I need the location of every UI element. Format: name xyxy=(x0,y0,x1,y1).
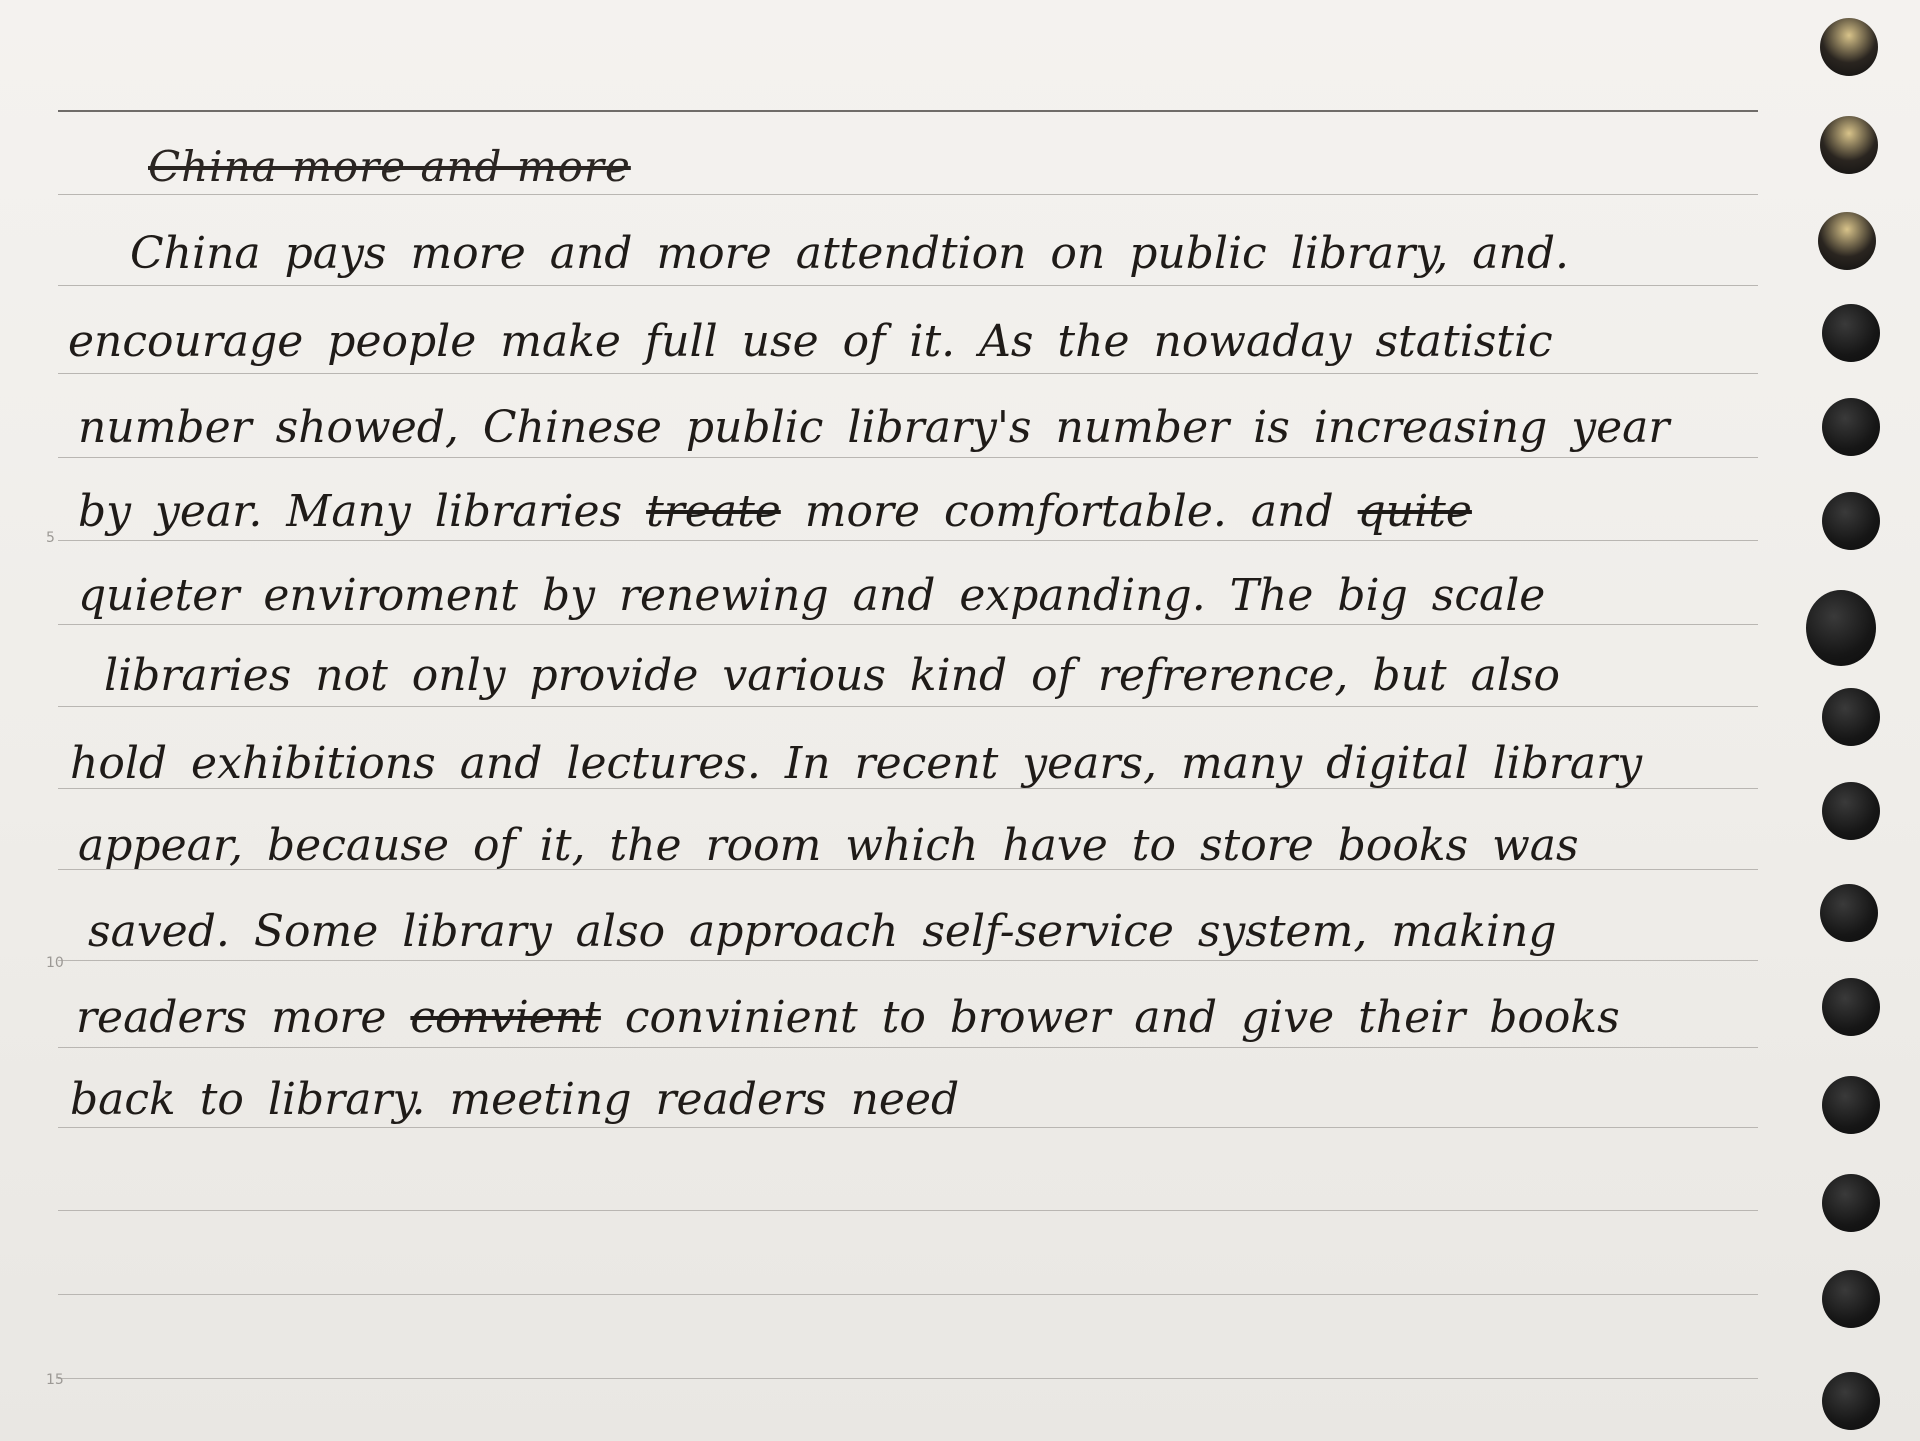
binding-hole xyxy=(1820,116,1878,174)
binding-hole xyxy=(1822,1270,1880,1328)
binding-hole xyxy=(1822,1372,1880,1430)
handwritten-line: number showed, Chinese public library's number is increasing year xyxy=(78,402,1670,453)
binding-hole xyxy=(1820,18,1878,76)
handwritten-line: encourage people make full use of it. As the nowaday statistic xyxy=(68,316,1553,367)
binding-hole xyxy=(1822,978,1880,1036)
binding-hole xyxy=(1822,492,1880,550)
struck-word: convient xyxy=(410,992,601,1043)
line-text: convinient to brower and give their books xyxy=(600,992,1620,1043)
struck-word: treate xyxy=(646,486,781,537)
binding-hole xyxy=(1822,688,1880,746)
struck-heading: China more and more xyxy=(148,142,631,191)
binding-hole xyxy=(1822,1076,1880,1134)
handwritten-line: China pays more and more attendtion on public library, and. xyxy=(130,228,1570,279)
binding-hole xyxy=(1822,398,1880,456)
binding-hole xyxy=(1822,1174,1880,1232)
handwritten-line: back to library. meeting readers need xyxy=(70,1074,960,1125)
struck-word: quite xyxy=(1357,486,1472,537)
line-text: by year. Many libraries xyxy=(78,486,647,537)
handwritten-line: saved. Some library also approach self-service system, making xyxy=(88,906,1557,957)
binding-hole xyxy=(1818,212,1876,270)
handwritten-line: quieter enviroment by renewing and expanding. The big scale xyxy=(78,570,1546,621)
line-text: more comfortable. and xyxy=(780,486,1358,537)
binding-hole xyxy=(1822,304,1880,362)
line-text: readers more xyxy=(76,992,411,1043)
handwritten-line: appear, because of it, the room which have to store books was xyxy=(78,820,1579,871)
handwritten-line: hold exhibitions and lectures. In recent years, many digital library xyxy=(70,738,1643,789)
margin-line-number: 15 xyxy=(46,1372,64,1388)
margin-line-number: 5 xyxy=(46,530,55,546)
margin-line-number: 10 xyxy=(46,955,64,971)
binding-hole xyxy=(1806,590,1876,666)
handwritten-line: libraries not only provide various kind of refrerence, but also xyxy=(104,650,1560,701)
binding-hole xyxy=(1822,782,1880,840)
binding-hole xyxy=(1820,884,1878,942)
